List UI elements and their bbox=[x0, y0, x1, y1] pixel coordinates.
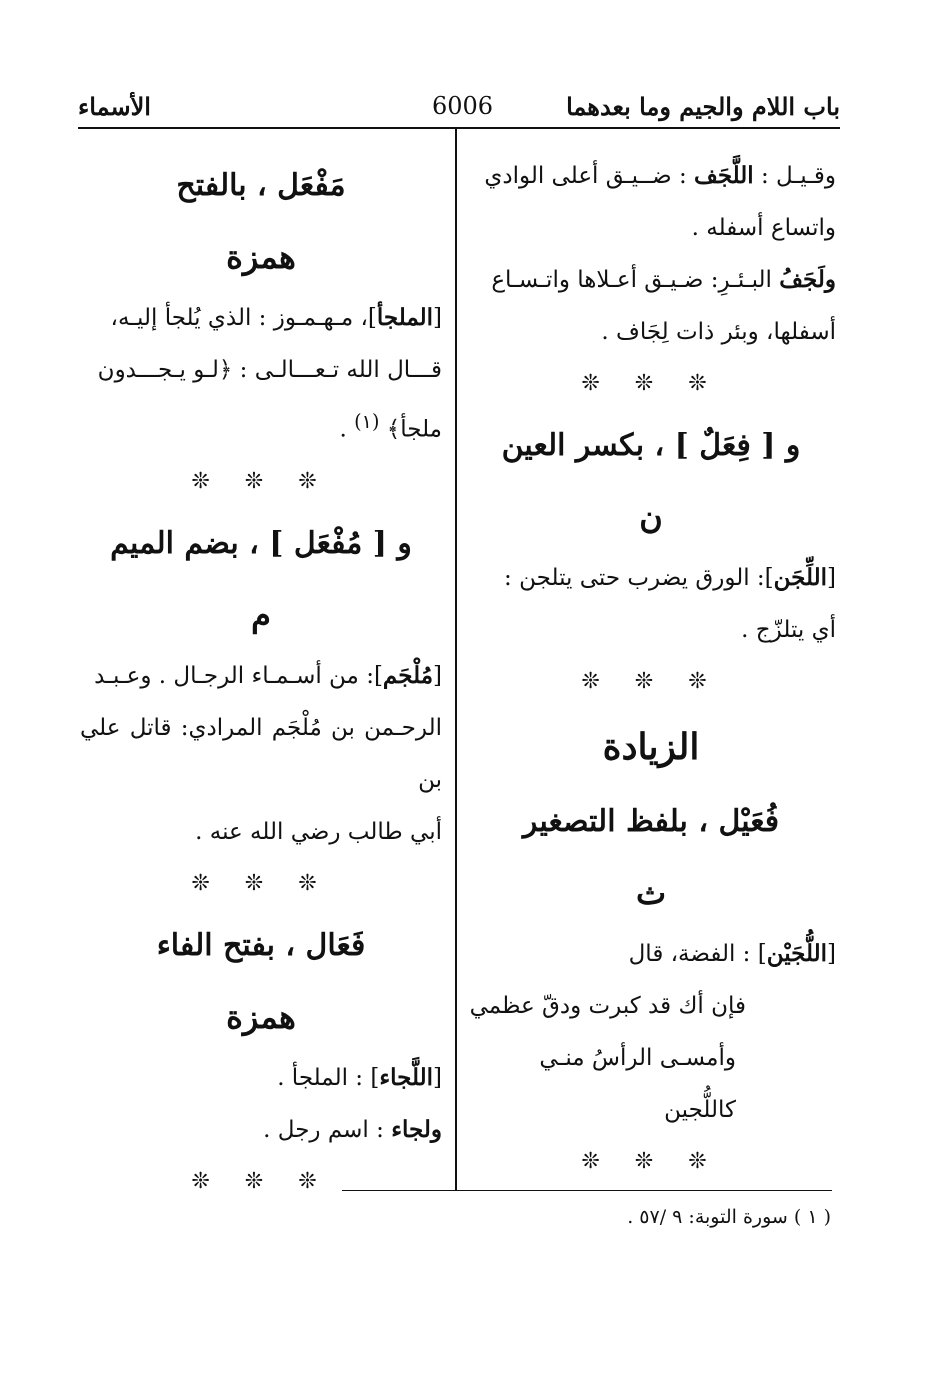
poem-verse: فإن أك قد كبرت ودقّ عظمي bbox=[469, 993, 746, 1019]
entry-line: ولَجَفُ البـئـرِ: ضـيـق أعـلاها واتـسـاع bbox=[491, 266, 836, 293]
separator-stars: ❊ ❊ ❊ bbox=[581, 371, 721, 396]
entry-line: [اللِّجَن]: الورق يضرب حتى يتلجن : bbox=[504, 564, 836, 591]
entry-line: [اللَّجاء] : الملجأ . bbox=[277, 1063, 442, 1091]
entry-line: ملجأ﴾ $^{(١)}$ . bbox=[339, 410, 442, 443]
page-header bbox=[78, 88, 840, 128]
entry-line: ولجاء : اسم رجل . bbox=[263, 1115, 442, 1143]
entry-line: قـــال الله تـعـــالـى : ﴿لـو يـجـــدون bbox=[97, 357, 442, 383]
separator-stars: ❊ ❊ ❊ bbox=[191, 468, 331, 494]
entry-line: الرحـمن بن مُلْجَم المرادي: قاتل علي بن bbox=[80, 714, 442, 793]
header-rule bbox=[78, 127, 840, 129]
section-heading: و [ فِعَلٌ ] ، بكسر العين bbox=[501, 428, 801, 463]
footnote: ( ١ ) سورة التوبة: ٩ /٥٧ . bbox=[627, 1206, 831, 1228]
right-column bbox=[466, 150, 836, 1188]
separator-stars: ❊ ❊ ❊ bbox=[191, 1168, 331, 1194]
letter-heading: همزة bbox=[226, 238, 296, 276]
left-column bbox=[80, 150, 442, 1208]
entry-line: وقـيـل : اللَّجَف : ضــيـق أعلى الوادي bbox=[484, 162, 836, 189]
letter-heading: ث bbox=[635, 874, 667, 912]
page-number: 6006 bbox=[432, 92, 494, 120]
separator-stars: ❊ ❊ ❊ bbox=[581, 1149, 721, 1174]
entry-line: واتساع أسفله . bbox=[691, 215, 836, 241]
letter-heading: همزة bbox=[226, 997, 296, 1036]
column-divider bbox=[455, 129, 457, 1190]
section-heading: فُعَيْل ، بلفظ التصغير bbox=[522, 804, 780, 839]
letter-heading: ن bbox=[639, 498, 663, 536]
section-heading: فَعَال ، بفتح الفاء bbox=[156, 927, 366, 963]
entry-line: أي يتلزّج . bbox=[741, 617, 836, 643]
entry-line: أسفلها، وبئر ذات لِجَاف . bbox=[601, 319, 836, 345]
entry-line: [الملجأ]، مـهـمـوز : الذي يُلجأ إليـه، bbox=[110, 304, 442, 331]
section-heading: مَفْعَل ، بالفتح bbox=[176, 168, 346, 203]
entry-line: [اللُّجَيْن] : الفضة، قال bbox=[628, 940, 836, 967]
chapter-title: باب اللام والجيم وما بعدهما bbox=[566, 92, 840, 121]
major-heading: الزيادة bbox=[602, 726, 700, 768]
entry-line: [مُلْجَم]: من أسـمـاء الرجـال . وعـبـد bbox=[94, 661, 442, 689]
separator-stars: ❊ ❊ ❊ bbox=[581, 669, 721, 694]
footnote-rule bbox=[342, 1190, 832, 1191]
entry-line: أبي طالب رضي الله عنه . bbox=[195, 818, 442, 845]
separator-stars: ❊ ❊ ❊ bbox=[191, 870, 331, 896]
section-heading: و [ مُفْعَل ] ، بضم الميم bbox=[110, 525, 412, 561]
letter-heading: م bbox=[251, 595, 271, 634]
section-title: الأسماء bbox=[78, 92, 151, 121]
poem-verse: وأمسـى الرأسُ منـي كاللُّجين bbox=[539, 1045, 736, 1123]
